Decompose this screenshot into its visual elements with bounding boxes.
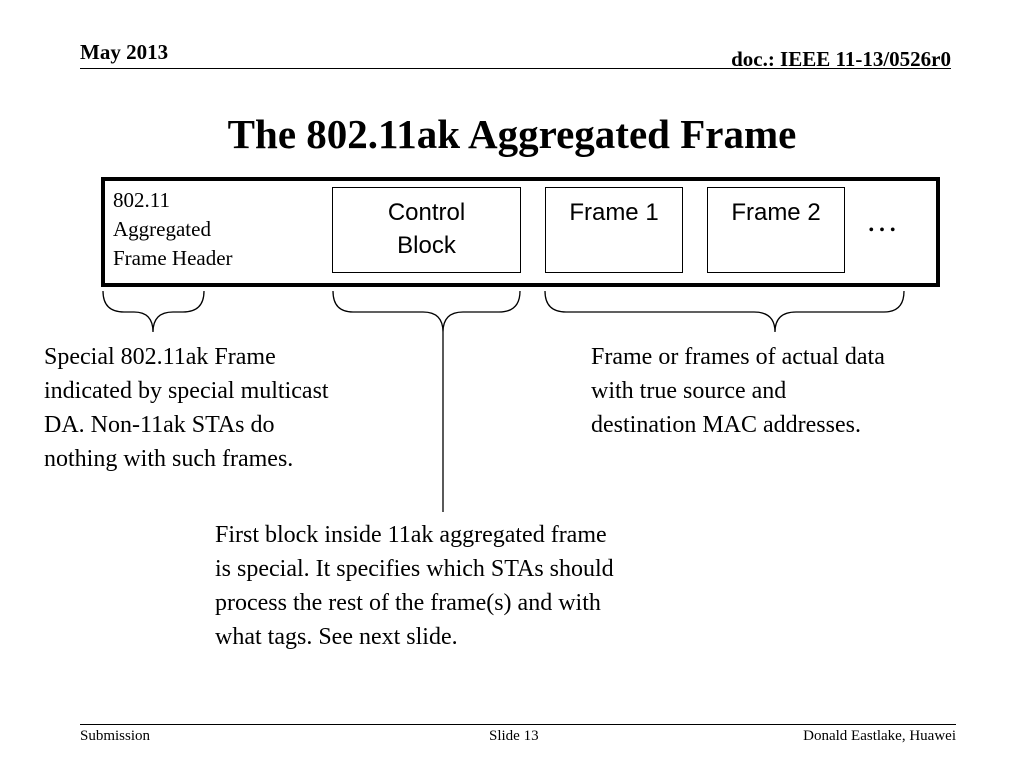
frame-2-label: Frame 2 bbox=[731, 199, 821, 226]
footer-divider bbox=[80, 724, 956, 725]
header-brace bbox=[103, 291, 204, 332]
frame-header-label-line: Aggregated bbox=[113, 217, 211, 241]
frame-1-label: Frame 1 bbox=[569, 199, 659, 226]
frames-description-line: with true source and bbox=[591, 378, 787, 404]
footer-author: Donald Eastlake, Huawei bbox=[803, 728, 956, 744]
frame-header-label-line: 802.11 bbox=[113, 188, 170, 212]
slide-title: The 802.11ak Aggregated Frame bbox=[227, 111, 797, 157]
control-block-label-line: Control bbox=[387, 199, 466, 226]
control-block-description-line: is special. It specifies which STAs should bbox=[215, 556, 614, 582]
footer-slide-number: Slide 13 bbox=[489, 728, 539, 744]
header-description-line: nothing with such frames. bbox=[44, 446, 294, 472]
frames-description-line: Frame or frames of actual data bbox=[591, 344, 885, 370]
frames-description bbox=[591, 340, 885, 442]
control-block-description-line: process the rest of the frame(s) and with bbox=[215, 590, 601, 616]
control-block-label-line: Block bbox=[397, 232, 456, 259]
footer-submission: Submission bbox=[80, 728, 151, 744]
header-description-line: Special 802.11ak Frame bbox=[44, 344, 276, 370]
header-date: May 2013 bbox=[80, 40, 169, 64]
control-block-description-line: First block inside 11ak aggregated frame bbox=[215, 522, 607, 548]
header-doc-id: doc.: IEEE 11-13/0526r0 bbox=[731, 47, 951, 71]
frames-brace bbox=[545, 291, 904, 332]
frame-header-label-line: Frame Header bbox=[113, 246, 233, 270]
header-description-line: indicated by special multicast bbox=[44, 378, 329, 404]
control-block-description bbox=[215, 518, 614, 654]
control-block-brace bbox=[333, 291, 520, 332]
more-frames-ellipsis: … bbox=[866, 202, 901, 238]
control-block-description-line: what tags. See next slide. bbox=[215, 624, 458, 650]
frames-description-line: destination MAC addresses. bbox=[591, 412, 861, 438]
header-description-line: DA. Non-11ak STAs do bbox=[44, 412, 275, 438]
header-description bbox=[44, 340, 329, 476]
